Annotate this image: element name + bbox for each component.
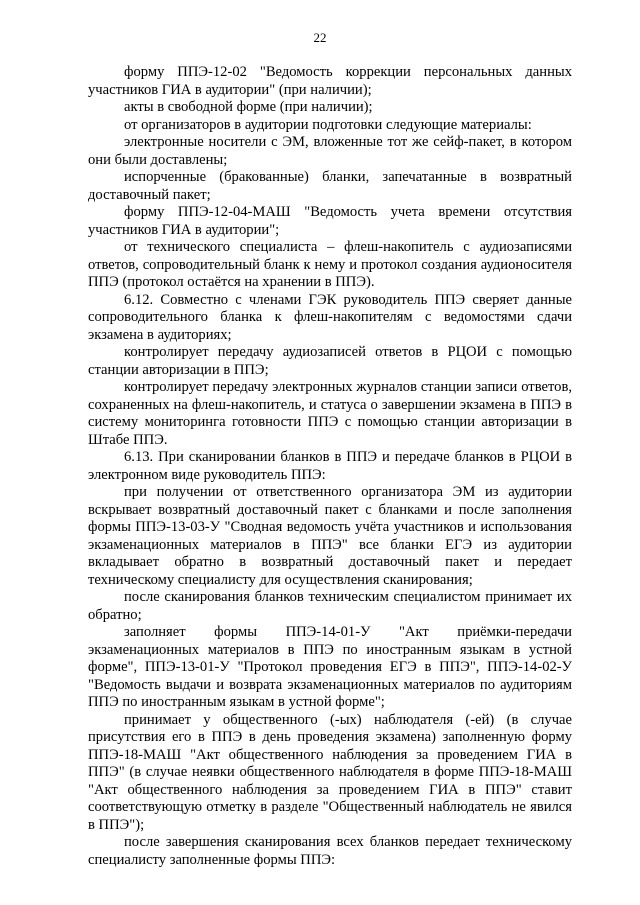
paragraph-observer-form: принимает у общественного (-ых) наблюдателя (-ей) (в случае присутствия его в ППЭ в день проведения экзамена) заполненную форму ППЭ-18-МАШ "Акт общественного наблюдения за проведением ГИА в ППЭ" (в случае неявки общественного наблюдателя в форме ППЭ-18-МАШ "Акт общественного наблюдения за проведением ГИА в ППЭ" ставит соответствующую отметку в разделе "Общественный наблюдатель не явился в ППЭ"); [88,711,572,833]
paragraph-free-acts: акты в свободной форме (при наличии); [124,99,373,115]
paragraph-spoiled-forms: испорченные (бракованные) бланки, запечатанные в возвратный доставочный пакет; [88,169,572,203]
paragraph-6-13: 6.13. При сканировании бланков в ППЭ и передаче бланков в РЦОИ в электронном виде руководитель ППЭ: [88,449,572,483]
paragraph-after-all-scanning: после завершения сканирования всех бланков передает техническому специалисту заполненные формы ППЭ: [88,834,572,868]
paragraph-form-12-02: форму ППЭ-12-02 "Ведомость коррекции персональных данных участников ГИА в аудитории" (при наличии); [88,64,572,98]
paragraph-audio-transfer: контролирует передачу аудиозаписей ответов в РЦОИ с помощью станции авторизации в ППЭ; [88,344,572,378]
paragraph-after-scanning: после сканирования бланков техническим специалистом принимает их обратно; [88,589,572,623]
paragraph-journal-transfer: контролирует передачу электронных журналов станции записи ответов, сохраненных на флеш-накопитель, и статуса о завершении экзамена в ППЭ в систему мониторинга готовности ППЭ с помощью станции авторизации в Штабе ППЭ. [88,379,572,448]
paragraph-fills-forms: заполняет формы ППЭ-14-01-У "Акт приёмки-передачи экзаменационных материалов в ППЭ по иностранным языкам в устной форме", ППЭ-13-01-У "Протокол проведения ЕГЭ в ППЭ", ППЭ-14-02-У "Ведомость выдачи и возврата экзаменационных материалов по аудиториям ППЭ по иностранным языкам в устной форме"; [88,624,572,710]
paragraph-opening-package: при получении от ответственного организатора ЭМ из аудитории вскрывает возвратный доставочный пакет с бланками и после заполнения формы ППЭ-13-03-У "Сводная ведомость учёта участников и использования экзаменационных материалов в ППЭ" все бланки ЕГЭ из аудитории вкладывает обратно в возвратный доставочный пакет и передает техническому специалисту для осуществления сканирования; [88,484,572,588]
paragraph-from-organizers: от организаторов в аудитории подготовки следующие материалы: [124,116,532,133]
document-body [88,64,572,869]
page-number: 22 [313,30,327,45]
paragraph-tech-specialist: от технического специалиста – флеш-накопитель с аудиозаписями ответов, сопроводительный бланк к нему и протокол создания аудионосителя ППЭ (протокол остаётся на хранении в ППЭ). [88,239,572,290]
paragraph-form-12-04: форму ППЭ-12-04-МАШ "Ведомость учета времени отсутствия участников ГИА в аудитории"; [88,204,572,238]
paragraph-6-12: 6.12. Совместно с членами ГЭК руководитель ППЭ сверяет данные сопроводительного бланка к флеш-накопителям с ведомостями сдачи экзамена в аудиториях; [88,291,572,343]
paragraph-electronic-media: электронные носители с ЭМ, вложенные тот же сейф-пакет, в котором они были доставлены; [88,134,572,168]
